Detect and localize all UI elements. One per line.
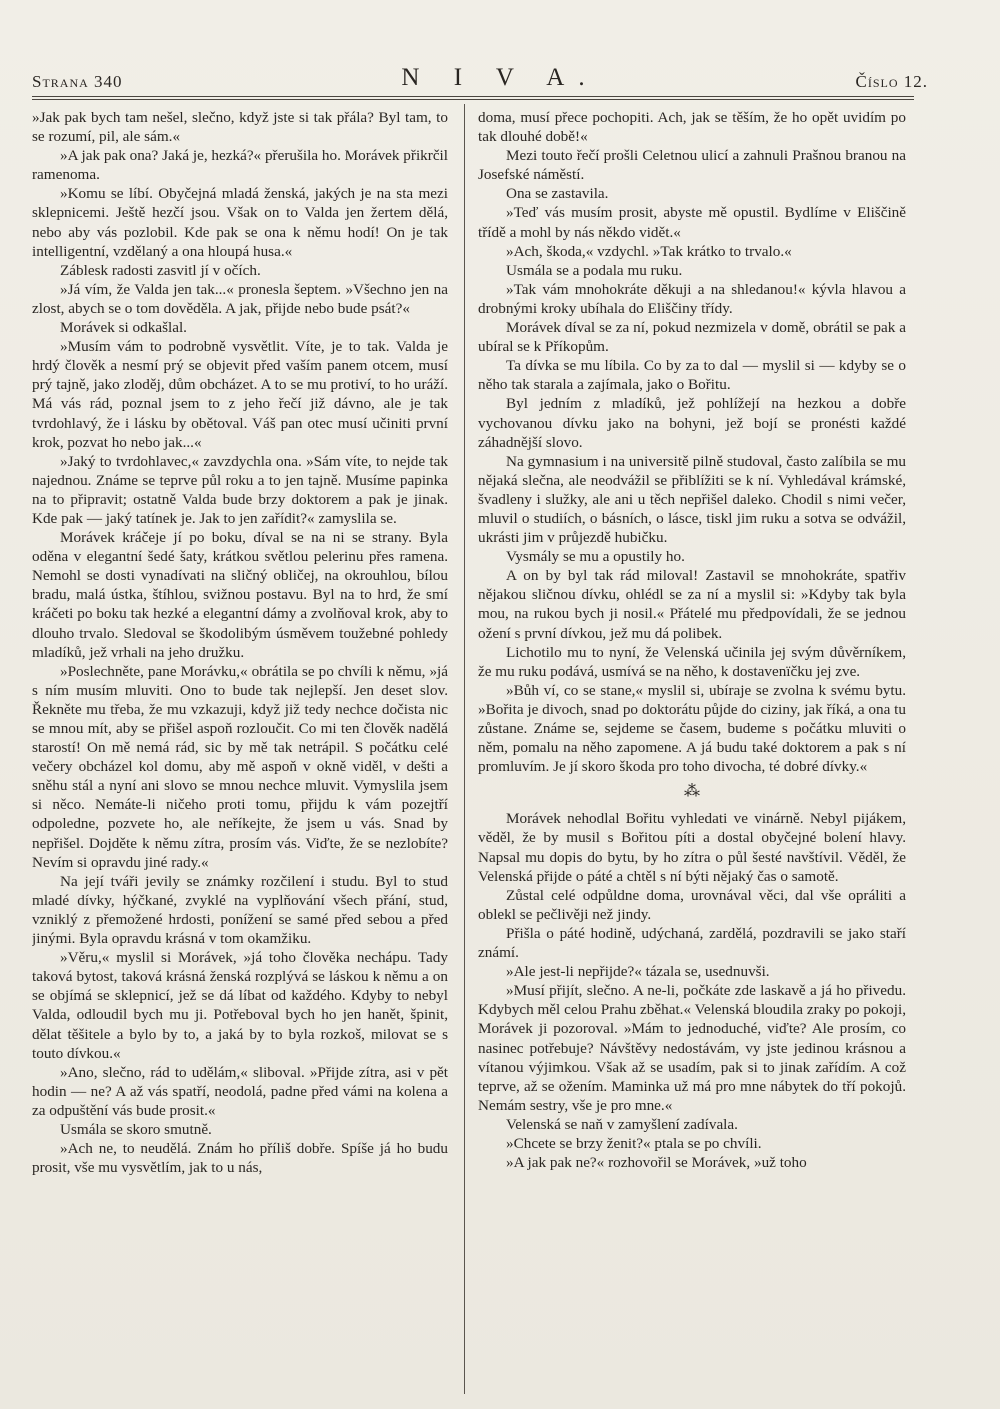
paragraph: Morávek díval se za ní, pokud nezmizela v domě, obrátil se pak a ubíral se k Příkopům.: [478, 319, 906, 356]
right-column-bottom: [478, 809, 906, 1172]
paragraph: »Ach ne, to neudělá. Znám ho příliš dobře. Spíše já ho budu prosit, vše mu vysvětlím, jak to u nás,: [32, 1140, 448, 1177]
paragraph: »Musím vám to podrobně vysvětlit. Víte, je to tak. Valda je hrdý člověk a nesmí prý se objevit před vaším panem otcem, musí prý tajně, jako zloděj, dům obcházet. A to se mu protiví, to ho uráží. Má vás rád, poznal jsem to z jeho řečí již dávno, ale je tak tvrdohlavý, že i lásku by obětoval. Váš pan otec musí učiniti první krok, pozvat ho nebo jak...«: [32, 338, 448, 451]
paragraph: doma, musí přece pochopiti. Ach, jak se těším, že ho opět uvidím po tak dlouhé době!«: [478, 109, 906, 146]
paragraph: Byl jedním z mladíků, jež pohlížejí na hezkou a dobře vychovanou dívku jako na bohyni, jež bojí se pronésti každé záhadnější slovo.: [478, 395, 906, 451]
paragraph: A on by byl tak rád miloval! Zastavil se mnohokráte, spatřiv nějakou sličnou dívku, ohlédl se za ní a myslil si: »Kdyby tak byla mou, na rukou bych ji nosil.« Přátelé mu předpovídali, že se jednou ožení s první dívkou, jež mu dá polibek.: [478, 567, 906, 642]
header-rule-double: [32, 99, 914, 100]
paragraph: »Věru,« myslil si Morávek, »já toho člověka nechápu. Tady taková bytost, taková krásná ženská rozplývá se láskou k němu a on se objímá se sklepnicí, jež se dá líbat od každého. Kdyby to nebyl Valda, odloudil bych mu ji. Potřeboval bych ho jen hanět, špinit, dělat těšitele a bylo by to, a jaká by to byla rozkoš, milovat se s touto dívkou.«: [32, 949, 448, 1062]
journal-title: N I V A.: [401, 64, 599, 91]
right-column-top: [478, 108, 906, 776]
paragraph: »Chcete se brzy ženit?« ptala se po chvíli.: [506, 1134, 762, 1152]
paragraph: Přišla o páté hodině, udýchaná, zardělá, pozdravili se jako staří známí.: [478, 924, 906, 962]
paragraph: Ona se zastavila.: [506, 185, 609, 203]
paragraph: »Jak pak bych tam nešel, slečno, když jste si tak přála? Byl tam, to se rozumí, pil, ale sám.«: [32, 109, 448, 146]
column-divider: [464, 104, 465, 1394]
paragraph: Usmála se skoro smutně.: [60, 1120, 212, 1138]
paragraph: »Komu se líbí. Obyčejná mladá ženská, jakých je na sta mezi sklepnicemi. Ještě hezčí jsou. Však on to Valda jen žertem dělá, nebo aby vás pozlobil. Kde pak se ona k němu hodí! On je tak intelligentní, vzdělaný a ona hloupá husa.«: [32, 185, 448, 260]
page-number: Strana 340: [32, 72, 123, 91]
paragraph: »A jak pak ne?« rozhovořil se Morávek, »už toho: [506, 1154, 807, 1172]
paragraph: Morávek si odkašlal.: [60, 319, 187, 337]
paragraph: »Poslechněte, pane Morávku,« obrátila se po chvíli k němu, »já s ním musím mluviti. Ono to bude tak nejlepší. Jen deset slov. Řekněte mu třeba, že mu vzkazuji, když již tedy nechce dočista nic se mnou mít, aby se přišel aspoň rozloučit. Co mi ten člověk nadělá starostí! On mě nemá rád, sic by mě tak netrápil. S počátku celé večery obcházel kol domu, aby mě aspoň v okně viděl, v dešti a sněhu stál a nyní ani slovo se mnou nechce mluvit. Vymyslila jsem si něco. Nemáte-li ničeho proti tomu, přijdu k vám pozejtří odpoledne, pozvete ho, ale neříkejte, že jsem u vás. Snad by nepřišel. Dojděte k němu zítra, prosím vás. Viďte, že se nezlobíte? Nevím si opravdu jiné rady.«: [32, 662, 448, 871]
right-column: [478, 108, 906, 1398]
header-rule: [32, 96, 914, 97]
page-header: [32, 62, 928, 96]
paragraph: Vysmály se mu a opustily ho.: [506, 548, 685, 566]
paragraph: »Teď vás musím prosit, abyste mě opustil. Bydlíme v Eliščině třídě a mohl by nás někdo vidět.«: [478, 204, 906, 241]
paragraph: Záblesk radosti zasvitl jí v očích.: [60, 261, 261, 279]
paragraph: »Musí přijít, slečno. A ne-li, počkáte zde laskavě a já ho přivedu. Kdybych měl celou Prahu zběhat.« Velenská bloudila zraky po pokoji, Morávek ji pozoroval. »Mám to jednoduché, viďte? Ale prosím, co nasinec potřebuje? Návštěvy nedostávám, vy jste jedinou krásnou a vítanou výjimkou. Však až se usadím, pak si to jinak zařídím. A což teprve, až se ožením. Maminka už má pro mne nábytek do tří pokojů. Nemám sestry, vše je pro mne.«: [478, 982, 906, 1114]
paragraph: Velenská se naň v zamyšlení zadívala.: [506, 1115, 738, 1133]
paragraph: »Jaký to tvrdohlavec,« zavzdychla ona. »Sám víte, to nejde tak najednou. Známe se teprve půl roku a to jen tajně. Musíme papinka na to připravit; ostatně Valda bude brzy doktorem a pak je jinak. Kde pak — jaký tatínek je. Jak to jen zařídit?« zamyslila se.: [32, 452, 448, 527]
paragraph: Morávek kráčeje jí po boku, díval se na ni se strany. Byla oděna v elegantní šedé šaty, krátkou světlou pelerinu přes ramena. Nemohl se dosti vynadívati na sličný obličej, na okrouhlou, bílou bradu, malá ústka, štíhlou, svižnou postavu. Byl na to hrd, že smí kráčeti po boku tak hezké a elegantní dámy a zvolňoval krok, aby to dlouho trvalo. Sledoval se škodolibým úsměvem toužebné pohledy mladíků, jež vrhali na jeho družku.: [32, 529, 448, 661]
paragraph: »Ale jest-li nepřijde?« tázala se, usednuvši.: [506, 963, 770, 981]
paragraph: »A jak pak ona? Jaká je, hezká?« přerušila ho. Morávek přikrčil ramenoma.: [32, 147, 448, 184]
paragraph: »Ach, škoda,« vzdychl. »Tak krátko to trvalo.«: [506, 242, 792, 260]
asterism-icon: ⁂: [684, 783, 700, 801]
paragraph: Usmála se a podala mu ruku.: [506, 261, 683, 279]
paragraph: Na gymnasium i na universitě pilně studoval, často zalíbila se mu nějaká slečna, ale neodvážil se přiblížiti se k ní. Vyhledával krámské, švadleny i služky, ale ani u těch nepřišel daleko. Chodil s nimi večer, mluvil o studiích, o básních, o lásce, tiskl jim ruku a sotva se odvážil, ukrásti jim v průjezdě hubičku.: [478, 452, 906, 547]
paragraph: Lichotilo mu to nyní, že Velenská učinila jej svým důvěrníkem, že mu ruku podává, usmívá se na něho, k dostavenïčku jej zve.: [478, 643, 906, 680]
paragraph: Mezi touto řečí prošli Celetnou ulicí a zahnuli Prašnou branou na Josefské náměstí.: [478, 147, 906, 184]
paragraph: »Tak vám mnohokráte děkuji a na shledanou!« kývla hlavou a drobnými kroky ubíhala do Eliščiny třídy.: [478, 280, 906, 317]
paragraph: Zůstal celé odpůldne doma, urovnával věci, dal vše opráliti a oblekl se pečlivěji než jindy.: [478, 886, 906, 923]
paragraph: »Ano, slečno, rád to udělám,« sliboval. »Přijde zítra, asi v pět hodin — ne? A až vás spatří, neodolá, padne před vámi na kolena a za odpuštění vás bude prosit.«: [32, 1063, 448, 1119]
paragraph: »Já vím, že Valda jen tak...« pronesla šeptem. »Všechno jen na zlost, abych se o tom dověděla. A jak, přijde nebo bude psát?«: [32, 280, 448, 317]
issue-number: Číslo 12.: [855, 72, 928, 91]
paragraph: Morávek nehodlal Bořitu vyhledati ve vinárně. Nebyl pijákem, věděl, že by musil s Bořitou píti a dostal obyčejné bolení hlavy. Napsal mu dopis do bytu, by ho zítra o půl šesté navštívil. Věděl, že Velenská přijde o páté a chtěl s ní býti nějaký čas o samotě.: [478, 810, 906, 885]
paragraph: Na její tváři jevily se známky rozčilení i studu. Byl to stud mladé dívky, hýčkané, zvyklé na vyplňování všech přání, stud, vzniklý z přemožené hrdosti, ponížení se samé před sebou a před jinými. Byla opravdu krásná v tom okamžiku.: [32, 872, 448, 948]
left-column: [32, 108, 448, 1398]
paragraph: »Bůh ví, co se stane,« myslil si, ubíraje se zvolna k svému bytu. »Bořita je divoch, snad po doktorátu půjde do ciziny, jak říká, a ona tu zůstane. Známe se, sejdeme se časem, budeme s počátku mluviti o něm, pomalu na něho zapomene. A já budu také doktorem a pak s ní promluvím. Je jí skoro škoda pro toho divocha, té dobré dívky.«: [478, 681, 906, 776]
paragraph: Ta dívka se mu líbila. Co by za to dal — myslil si — kdyby se o něho tak starala a zajímala, jako o Bořitu.: [478, 357, 906, 394]
